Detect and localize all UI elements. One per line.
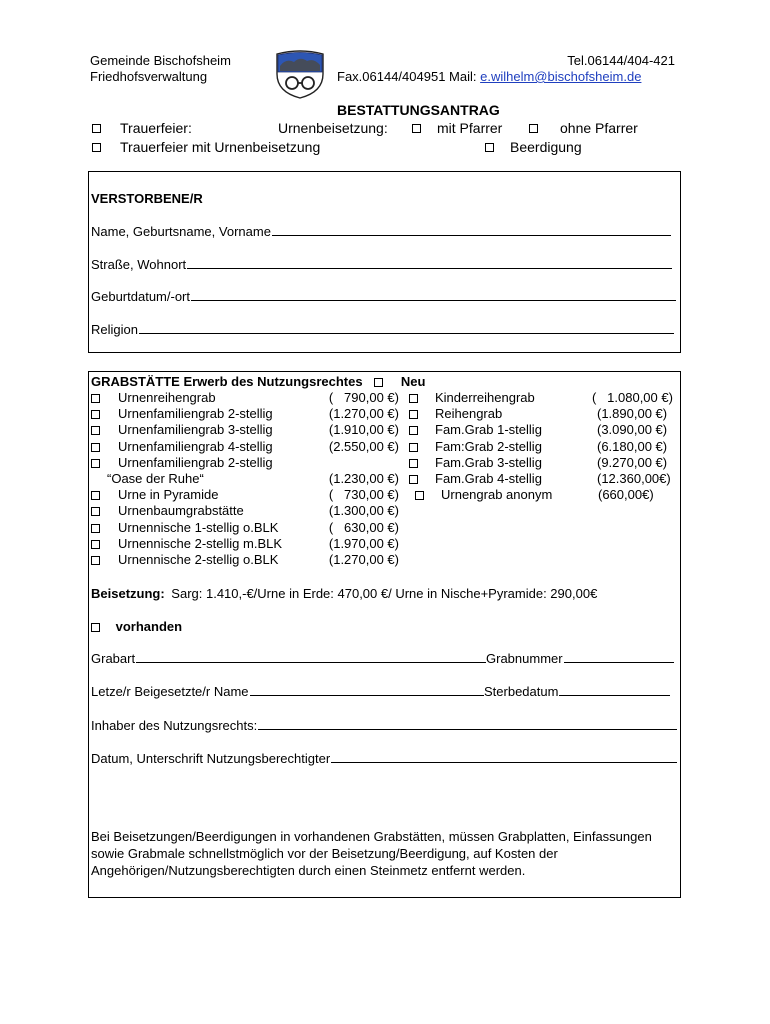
grave-option-checkbox-right[interactable]: [409, 426, 418, 435]
grave-option-label: “Oase der Ruhe“: [107, 470, 204, 486]
grave-option-checkbox-right[interactable]: [409, 394, 418, 403]
beisetzung-label: Beisetzung:: [91, 586, 165, 601]
grave-option-checkbox[interactable]: [91, 443, 100, 452]
grave-option-checkbox-right[interactable]: [409, 443, 418, 452]
deceased-name-field[interactable]: [91, 224, 671, 239]
grave-option-price-right: (3.090,00 €): [597, 422, 668, 438]
deceased-street-field[interactable]: [91, 257, 672, 272]
unterschrift-label: Datum, Unterschrift Nutzungsberechtigter: [91, 751, 331, 766]
grave-option-label: Urnenfamiliengrab 4-stellig: [118, 438, 273, 454]
mit-pfarrer-label: mit Pfarrer: [437, 120, 503, 136]
beisetzung-line: [91, 586, 597, 601]
phone-number: Tel.06144/404-421: [567, 53, 675, 68]
grave-option-label: Urnenfamiliengrab 2-stellig: [118, 454, 273, 470]
deceased-birth-field[interactable]: [91, 289, 676, 304]
grave-option-row: [91, 471, 679, 487]
org-department: Friedhofsverwaltung: [90, 69, 208, 84]
grave-option-checkbox[interactable]: [91, 459, 100, 468]
grave-option-price: (1.300,00 €): [328, 503, 399, 519]
vorhanden-line: [91, 619, 182, 634]
grave-option-row: [91, 390, 679, 406]
beerdigung-label: Beerdigung: [510, 139, 582, 155]
trauerfeier-urnen-label: Trauerfeier mit Urnenbeisetzung: [120, 139, 321, 155]
grave-heading: GRABSTÄTTE Erwerb des Nutzungsrechtes: [91, 374, 363, 389]
grave-option-checkbox[interactable]: [91, 524, 100, 533]
grave-option-price: (1.270,00 €): [328, 406, 399, 422]
grave-option-row: [91, 503, 679, 519]
sterbedatum-label: Sterbedatum: [484, 684, 559, 699]
grave-option-checkbox-right[interactable]: [409, 459, 418, 468]
grave-option-label: Urnennische 1-stellig o.BLK: [118, 519, 279, 535]
vorhanden-checkbox[interactable]: [91, 623, 100, 632]
deceased-birth-label: Geburtdatum/-ort: [91, 289, 190, 304]
grave-option-row: [91, 455, 679, 471]
grave-option-label: Urnennische 2-stellig o.BLK: [118, 551, 279, 567]
grave-option-checkbox[interactable]: [91, 556, 100, 565]
beerdigung-checkbox[interactable]: [485, 143, 494, 152]
grave-option-price: (1.970,00 €): [328, 535, 399, 551]
grave-option-checkbox[interactable]: [91, 540, 100, 549]
grave-option-price: (1.270,00 €): [328, 551, 399, 567]
grave-option-row: [91, 520, 679, 536]
grave-option-price-right: (6.180,00 €): [597, 438, 668, 454]
grave-option-label-right: Kinderreihengrab: [435, 390, 535, 405]
deceased-religion-label: Religion: [91, 322, 138, 337]
grave-option-checkbox[interactable]: [91, 491, 100, 500]
grabart-field[interactable]: [91, 651, 486, 666]
urnenbeisetzung-label: Urnenbeisetzung:: [278, 120, 388, 136]
org-name: Gemeinde Bischofsheim: [90, 53, 231, 68]
grabnummer-field[interactable]: [486, 651, 674, 666]
grave-option-label: Urne in Pyramide: [118, 487, 219, 503]
neu-checkbox[interactable]: [374, 378, 383, 387]
neu-label: Neu: [400, 374, 426, 389]
trauerfeier-urnen-checkbox[interactable]: [92, 143, 101, 152]
grave-option-checkbox[interactable]: [91, 394, 100, 403]
grave-option-checkbox-right[interactable]: [409, 475, 418, 484]
inhaber-label: Inhaber des Nutzungsrechts:: [91, 718, 258, 733]
grave-option-price-right: (1.890,00 €): [597, 406, 668, 422]
grave-heading-line: [91, 374, 425, 389]
grave-option-price-right: (660,00€): [598, 487, 654, 503]
grave-option-label-right: Fam.Grab 4-stellig: [435, 470, 542, 486]
letzte-beigesetzte-field[interactable]: [91, 684, 484, 699]
deceased-heading: VERSTORBENE/R: [91, 191, 203, 206]
deceased-street-label: Straße, Wohnort: [91, 257, 187, 272]
grave-option-label-right: Fam:Grab 2-stellig: [435, 438, 542, 454]
grave-option-price: (1.910,00 €): [328, 422, 399, 438]
unterschrift-field[interactable]: [91, 751, 677, 766]
removal-note: Bei Beisetzungen/Beerdigungen in vorhandenen Grabstätten, müssen Grabplatten, Einfassungen sowie Grabmale schnellstmöglich vor der Beisetzung/Beerdigung, auf Kosten der Angehörigen/Nutzungsberechtigten durch einen Steinmetz entfernt werden.: [91, 829, 652, 878]
grave-option-checkbox[interactable]: [91, 426, 100, 435]
grave-option-label: Urnenbaumgrabstätte: [118, 503, 244, 519]
page-title: BESTATTUNGSANTRAG: [337, 102, 500, 118]
grave-section: [88, 371, 681, 898]
grave-option-checkbox[interactable]: [91, 507, 100, 516]
grave-option-price: ( 630,00 €): [328, 519, 399, 535]
grave-option-label-right: Urnengrab anonym: [441, 487, 553, 503]
trauerfeier-checkbox[interactable]: [92, 124, 101, 133]
grave-option-label-right: Fam.Grab 3-stellig: [435, 454, 542, 470]
grave-option-label-right: Reihengrab: [435, 406, 503, 422]
grave-option-checkbox[interactable]: [91, 410, 100, 419]
grave-option-label-right: Fam.Grab 1-stellig: [435, 422, 542, 438]
crest-icon: [274, 50, 326, 103]
fax-mail-label: Fax.06144/404951 Mail:: [337, 69, 481, 84]
grave-option-row: [91, 422, 679, 438]
deceased-name-label: Name, Geburtsname, Vorname: [91, 224, 271, 239]
grave-option-label: Urnenfamiliengrab 3-stellig: [118, 422, 273, 438]
inhaber-field[interactable]: [91, 718, 677, 733]
grave-option-row: [91, 536, 679, 552]
deceased-religion-field[interactable]: [91, 322, 674, 337]
grave-option-price: (2.550,00 €): [328, 438, 399, 454]
grave-option-checkbox-right[interactable]: [409, 410, 418, 419]
fax-mail-line: [337, 69, 641, 84]
ohne-pfarrer-label: ohne Pfarrer: [560, 120, 638, 136]
sterbedatum-field[interactable]: [484, 684, 670, 699]
email-link[interactable]: e.wilhelm@bischofsheim.de: [480, 69, 642, 84]
ohne-pfarrer-checkbox[interactable]: [529, 124, 538, 133]
grave-option-label: Urnenreihengrab: [118, 390, 216, 405]
grave-options-list: [91, 390, 679, 568]
grabart-label: Grabart: [91, 651, 136, 666]
grave-option-price: ( 790,00 €): [328, 390, 399, 405]
trauerfeier-label: Trauerfeier:: [120, 120, 192, 136]
grave-option-checkbox-right[interactable]: [415, 491, 424, 500]
grabnummer-label: Grabnummer: [486, 651, 563, 666]
grave-option-price-right: ( 1.080,00 €): [592, 390, 673, 405]
grave-option-row: [91, 487, 679, 503]
grave-option-price: ( 730,00 €): [328, 487, 399, 503]
grave-option-label: Urnennische 2-stellig m.BLK: [118, 535, 283, 551]
grave-option-price: (1.230,00 €): [328, 470, 399, 486]
mit-pfarrer-checkbox[interactable]: [412, 124, 421, 133]
beisetzung-prices: Sarg: 1.410,-€/Urne in Erde: 470,00 €/ Urne in Nische+Pyramide: 290,00€: [171, 586, 598, 601]
grave-option-label: Urnenfamiliengrab 2-stellig: [118, 406, 273, 422]
deceased-section: [88, 171, 681, 353]
grave-option-price-right: (12.360,00€): [597, 470, 671, 486]
grave-option-row: [91, 552, 679, 568]
vorhanden-label: vorhanden: [115, 619, 183, 634]
grave-option-price-right: (9.270,00 €): [597, 454, 668, 470]
grave-option-row: [91, 439, 679, 455]
grave-option-row: [91, 406, 679, 422]
letzte-beigesetzte-label: Letze/r Beigesetzte/r Name: [91, 684, 249, 699]
